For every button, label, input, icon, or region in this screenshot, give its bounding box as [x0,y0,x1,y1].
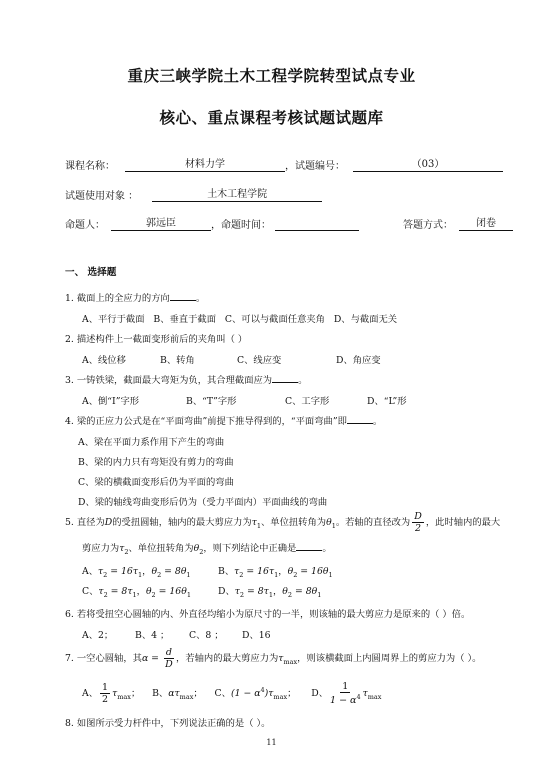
question-number: 5. [65,517,74,528]
var: )τ [264,688,274,700]
sub: 1 [132,590,137,599]
q5-text-a: 直径为 [76,517,105,528]
q5-var-theta2: θ [193,543,200,554]
fraction-denominator: 2 [415,522,422,534]
page-number: 11 [266,738,277,747]
var: θ [282,586,288,597]
var: τ [98,586,104,597]
option-label: B、 [152,688,169,700]
question-text: 梁的正应力公式是在“平面弯曲”前提下推导得到的，“平面弯曲”即 [76,416,347,427]
author-row [65,216,513,231]
question-2-option-c: C、线应变 [237,355,282,366]
course-label: 课程名称： [65,161,115,172]
time-label: ，命题时间： [211,220,271,231]
var: τ [234,566,240,577]
sub: 2 [103,590,108,599]
question-6-option-d: D、16 [242,630,271,641]
option-c: C、可以与截面任意夹角 [224,314,325,325]
eq: = 16θ [155,586,187,597]
question-5-option-d: D、$\tau_2 = 8\tau_1$，$\theta_2 = 8\theta_1$ [218,586,322,599]
sub: max [179,692,194,701]
q5-text-g: 、单位扭转角为 [128,543,194,554]
q5-text-c: 、单位扭转角为 [260,517,327,528]
fraction-numerator: d [165,647,173,658]
audience-value: 土木工程学院 [152,189,322,202]
question-2-option-d: D、角应变 [336,355,381,366]
sub: max [273,692,288,701]
q5-text-end: 。 [322,543,332,554]
q5-var-tau2: τ [119,543,125,554]
time-value [275,218,359,231]
q5-text-e: ，此时轴内的最大 [425,517,501,528]
section-heading: 一、 选择题 [65,267,117,278]
denominator-text: 1 − α [330,694,357,706]
sub: 2 [239,570,244,579]
question-text-end: 。 [372,416,383,427]
answer-blank [296,541,322,551]
q5-var-theta: θ [326,517,332,528]
var: τ [362,688,368,700]
answer-blank [347,414,373,424]
question-7 [65,648,481,669]
question-5-option-a: A、$\tau_2 = 16\tau_1$，$\theta_2 = 8\theta_1$ [82,566,191,579]
eq: = 8θ [292,586,318,597]
sep: ； [130,688,141,700]
question-text-end: 。 [195,293,206,304]
sub: 1 [317,590,322,599]
fraction-denominator [330,693,361,706]
q5-var-d: D [104,517,113,528]
sep: ； [287,688,297,700]
question-number: 7. [65,653,74,664]
mode-value: 闭卷 [459,218,513,231]
q7-var-alpha: α [141,653,149,664]
question-text: 一铸铁梁，截面最大弯矩为负，其合理截面应为 [76,375,273,386]
q7-fraction [164,648,174,669]
question-6-option-b: B、4 ； [135,630,170,641]
sub: 1 [138,570,143,579]
question-text: 若将受扭空心圆轴的内、外直径均缩小为原尺寸的一半，则该轴的最大剪应力是原来的（ ）倍。 [76,609,471,620]
option-label: B、 [218,566,235,577]
eq: = 8τ [244,586,269,597]
q5-text-f: 剪应力为 [82,543,120,554]
question-4-option-c: C、梁的横截面变形后仍为平面的弯曲 [78,477,234,488]
sub: 1 [274,570,279,579]
sub: 2 [293,570,298,579]
document-title-line1: 重庆三峡学院土木工程学院转型试点专业 [127,67,416,85]
question-2 [65,331,247,345]
option-d: D、与截面无关 [333,314,398,325]
code-label: ，试题编号： [285,161,345,172]
question-7-options [82,682,381,705]
option-label: D、 [218,586,235,597]
question-5: 5. 直径为D的受扭圆轴，轴内的最大剪应力为$\tau_1$、单位扭转角为$\theta_1$。若轴的直径改为 $\frac{D}{2}$ ，此时轴内的最大 [65,511,501,534]
sub: max [117,692,131,701]
sub: max [367,692,382,701]
question-6 [65,606,470,620]
question-number: 1. [65,293,74,304]
fraction-numerator: 1 [102,682,109,694]
q7-text-c: ，则该横截面上内圆周界上的剪应力为（ ）。 [297,653,482,664]
question-3-option-c: C、工字形 [285,396,330,407]
q7-option-b [152,688,206,699]
sub: max [283,657,298,666]
question-5-option-c: C、$\tau_2 = 8\tau_1$，$\theta_2 = 16\theta_1$ [82,586,191,599]
question-4-option-d: D、梁的轴线弯曲变形后仍为（受力平面内）平面曲线的弯曲 [78,497,328,508]
var: τ [98,566,104,577]
var: θ [145,586,152,597]
question-3-option-a: A、倒“I”字形 [82,396,140,407]
answer-blank [272,373,298,383]
option-b: B、垂直于截面 [153,314,216,325]
question-6-option-c: C、8 ； [189,630,224,641]
sub: 2 [239,590,245,599]
q7-text-a: 一空心圆轴，其 [76,653,142,664]
question-text: 截面上的全应力的方向 [76,293,170,304]
question-6-option-a: A、2； [82,630,114,641]
question-1 [65,290,205,304]
eq: = 8θ [161,566,187,577]
question-text: 描述构件上一截面变形前后的夹角叫（ ） [76,334,248,345]
q5-fraction [412,512,424,533]
eq: = 16θ [297,566,329,577]
sub: 2 [103,570,108,579]
question-number: 4. [65,416,74,427]
audience-label: 试题使用对象 ： [65,191,139,202]
sub: 2 [287,590,293,599]
sup: 4 [356,692,361,701]
author-value: 郭远臣 [111,218,211,231]
question-4-option-a: A、梁在平面力系作用下产生的弯曲 [78,437,225,448]
sub: 1 [268,590,273,599]
q5-text-b: 的受扭圆轴，轴内的最大剪应力为 [112,517,252,528]
sup: 4 [260,685,265,694]
eq: = 16τ [107,566,138,577]
q5-var-tau: τ [251,517,257,528]
var: τ [234,586,240,597]
q5-text-h: ，则下列结论中正确是 [203,543,297,554]
q7a-fraction [100,683,110,704]
fraction-numerator: D [414,511,422,522]
option-a: A、平行于截面 [82,314,145,325]
question-text: 如图所示受力杆件中，下列说法正确的是（ ）。 [76,718,271,729]
sub: 2 [151,590,156,599]
option-label: D、 [311,688,328,700]
eq: = 8τ [107,586,133,597]
q7-eq: = [148,653,162,664]
var: θ [151,566,158,577]
option-label: C、 [214,688,231,700]
question-1-options [82,311,397,325]
code-value: （03） [353,159,503,172]
eq: = 16τ [243,566,275,577]
question-3 [65,372,307,386]
fraction-denominator: 2 [102,693,109,705]
question-text-end: 。 [298,375,308,386]
var: θ [287,566,294,577]
question-5-option-b: B、$\tau_2 = 16\tau_1$，$\theta_2 = 16\theta_1$ [218,566,333,579]
q5-text-d: 。若轴的直径改为 [335,517,411,528]
question-4 [65,413,382,427]
sub: 2 [157,570,162,579]
fraction-numerator: 1 [342,681,349,692]
audience-row [65,187,322,202]
document-title-line2: 核心、重点课程考核试题试题库 [159,109,384,127]
question-5-line2: 剪应力为$\tau_2$、单位扭转角为$\theta_2$，则下列结论中正确是 。 [82,543,332,556]
sep: ； [193,688,203,700]
question-2-option-a: A、线位移 [82,355,126,366]
option-label: A、 [82,566,99,577]
question-2-option-b: B、转角 [160,355,195,366]
q7-text-b: ，若轴内的最大剪应力为 [176,653,279,664]
q7d-fraction [330,682,361,705]
sub: 1 [186,590,191,599]
option-label: C、 [82,586,99,597]
question-number: 2. [65,334,74,345]
var: (1 − α [230,688,261,700]
sub: 1 [328,570,333,579]
author-label: 命题人： [65,220,105,231]
q7-var-tau: τ [278,653,284,664]
course-row [65,157,503,172]
course-value: 材料力学 [125,159,285,172]
var: τ [112,688,118,700]
question-4-option-b: B、梁的内力只有弯矩没有剪力的弯曲 [78,457,234,468]
q7-option-c [214,685,300,701]
question-number: 8. [65,718,74,729]
answer-blank [170,291,196,301]
sub: 1 [186,570,191,579]
mode-label: 答题方式： [403,220,453,231]
var: ατ [168,688,180,700]
option-label: A、 [82,688,99,700]
q7-option-a [82,682,143,705]
question-3-option-d: D、“L”形 [367,396,407,407]
fraction-denominator: D [165,658,173,670]
question-number: 3. [65,375,74,386]
question-3-option-b: B、“T”字形 [186,396,237,407]
question-number: 6. [65,609,74,620]
question-8 [65,715,270,729]
